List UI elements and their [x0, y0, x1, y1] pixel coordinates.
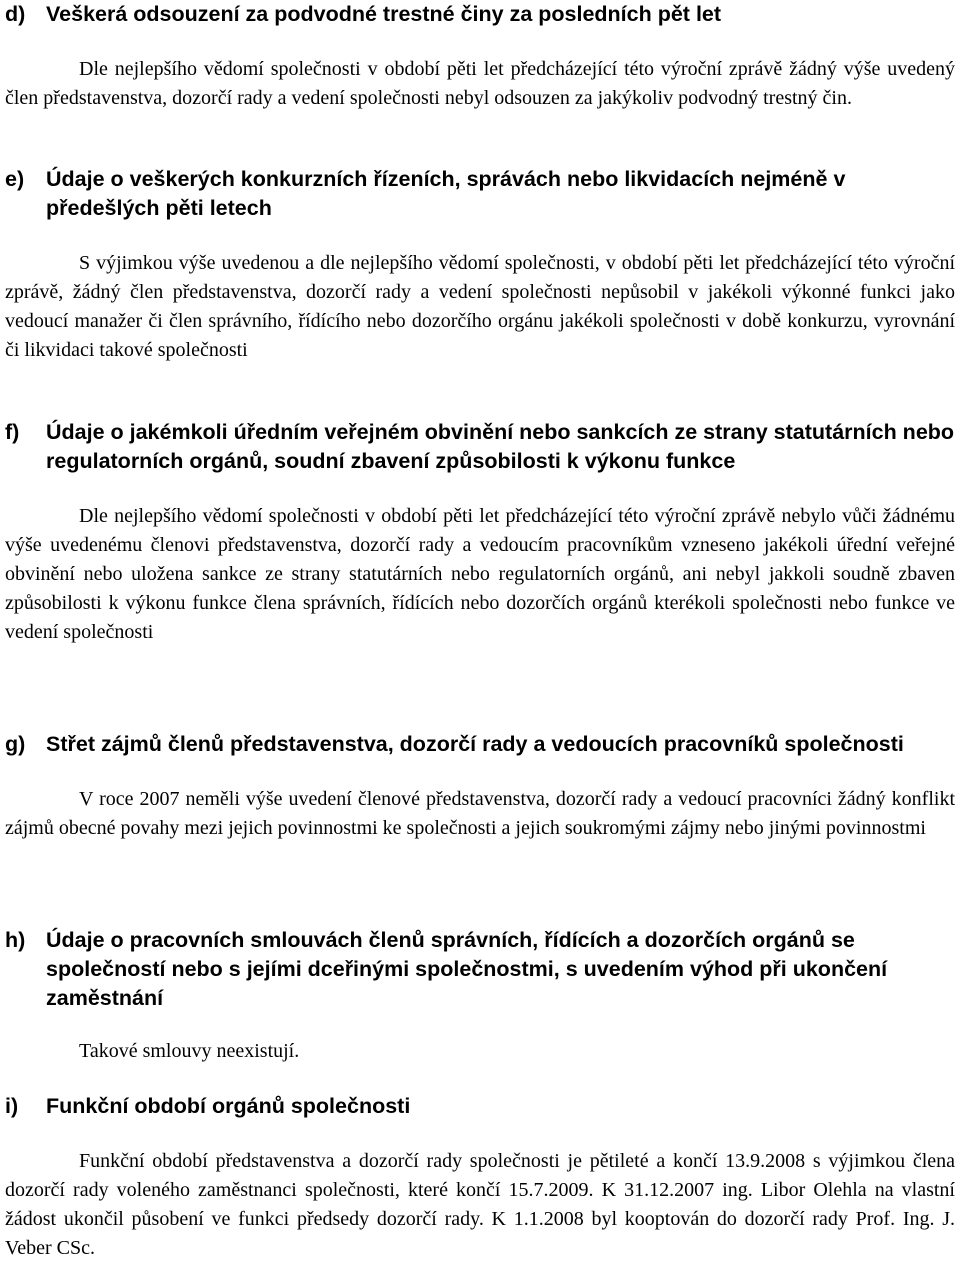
section-g-heading	[5, 730, 955, 759]
section-f	[5, 418, 955, 647]
section-h-heading	[5, 926, 955, 1013]
section-d-title: Veškerá odsouzení za podvodné trestné činy za posledních pět let	[46, 2, 722, 26]
section-e-letter: e)	[5, 167, 25, 191]
section-d-letter: d)	[5, 2, 26, 26]
section-h-paragraph: Takové smlouvy neexistují.	[79, 1040, 300, 1062]
section-f-heading	[5, 418, 955, 476]
section-g	[5, 730, 955, 843]
section-h-letter: h)	[5, 928, 26, 952]
section-i-title: Funkční období orgánů společnosti	[46, 1094, 411, 1118]
section-d-paragraph: Dle nejlepšího vědomí společnosti v období pěti let předcházející této výroční zprávě žádný výše uvedený člen představenstva, dozorčí rady a vedení společnosti nebyl odsouzen za jakýkoliv podvodný trestný čin.	[5, 58, 955, 109]
section-f-title: Údaje o jakémkoli úředním veřejném obvinění nebo sankcích ze strany statutárních nebo regulatorních orgánů, soudní zbavení způsobilosti k výkonu funkce	[46, 420, 955, 473]
section-g-letter: g)	[5, 732, 26, 756]
section-h	[5, 926, 955, 1066]
section-h-title: Údaje o pracovních smlouvách členů správních, řídících a dozorčích orgánů se společností nebo s jejími dceřinými společnostmi, s uvedením výhod při ukončení zaměstnání	[46, 928, 888, 1010]
section-g-paragraph: V roce 2007 neměli výše uvedení členové představenstva, dozorčí rady a vedoucí pracovníci žádný konflikt zájmů obecné povahy mezi jejich povinnostmi ke společnosti a jejich soukromými zájmy nebo jinými povinnostmi	[5, 788, 955, 839]
section-i-heading	[5, 1092, 955, 1121]
section-d	[5, 0, 955, 113]
section-i-paragraph: Funkční období představenstva a dozorčí rady společnosti je pětileté a končí 13.9.2008 s výjimkou člena dozorčí rady voleného zaměstnanci společnosti, které končí 15.7.2009. K 31.12.2007 ing. Libor Olehla na vlastní žádost ukončil působení ve funkci předsedy dozorčí rady. K 1.1.2008 byl kooptován do dozorčí rady Prof. Ing. J. Veber CSc.	[5, 1150, 955, 1259]
section-i-letter: i)	[5, 1094, 19, 1118]
section-e-title: Údaje o veškerých konkurzních řízeních, správách nebo likvidacích nejméně v předešlých pěti letech	[46, 167, 846, 220]
section-f-letter: f)	[5, 420, 20, 444]
section-f-paragraph: Dle nejlepšího vědomí společnosti v období pěti let předcházející této výroční zprávě nebylo vůči žádnému výše uvedenému členovi představenstva, dozorčí rady a vedoucím pracovníkům vzneseno jakékoli úřední veřejné obvinění nebo uložena sankce ze strany statutárních nebo regulatorních orgánů, ani nebyl jakkoli soudně zbaven způsobilosti k výkonu funkce člena správních, řídících nebo dozorčích orgánů kterékoli společnosti nebo funkce ve vedení společnosti	[5, 505, 955, 643]
section-e-paragraph: S výjimkou výše uvedenou a dle nejlepšího vědomí společnosti, v období pěti let předcházející této výroční zprávě, žádný člen představenstva, dozorčí rady a vedení společnosti nepůsobil v jakékoli výkonné funkci jako vedoucí manažer či člen správního, řídícího nebo dozorčího orgánu jakékoli společnosti v době konkurzu, vyrovnání či likvidaci takové společnosti	[5, 252, 955, 361]
section-g-title: Střet zájmů členů představenstva, dozorčí rady a vedoucích pracovníků společnosti	[46, 732, 904, 756]
section-i	[5, 1092, 955, 1263]
section-d-heading	[5, 0, 955, 29]
section-e-heading	[5, 165, 955, 223]
section-e	[5, 165, 955, 365]
